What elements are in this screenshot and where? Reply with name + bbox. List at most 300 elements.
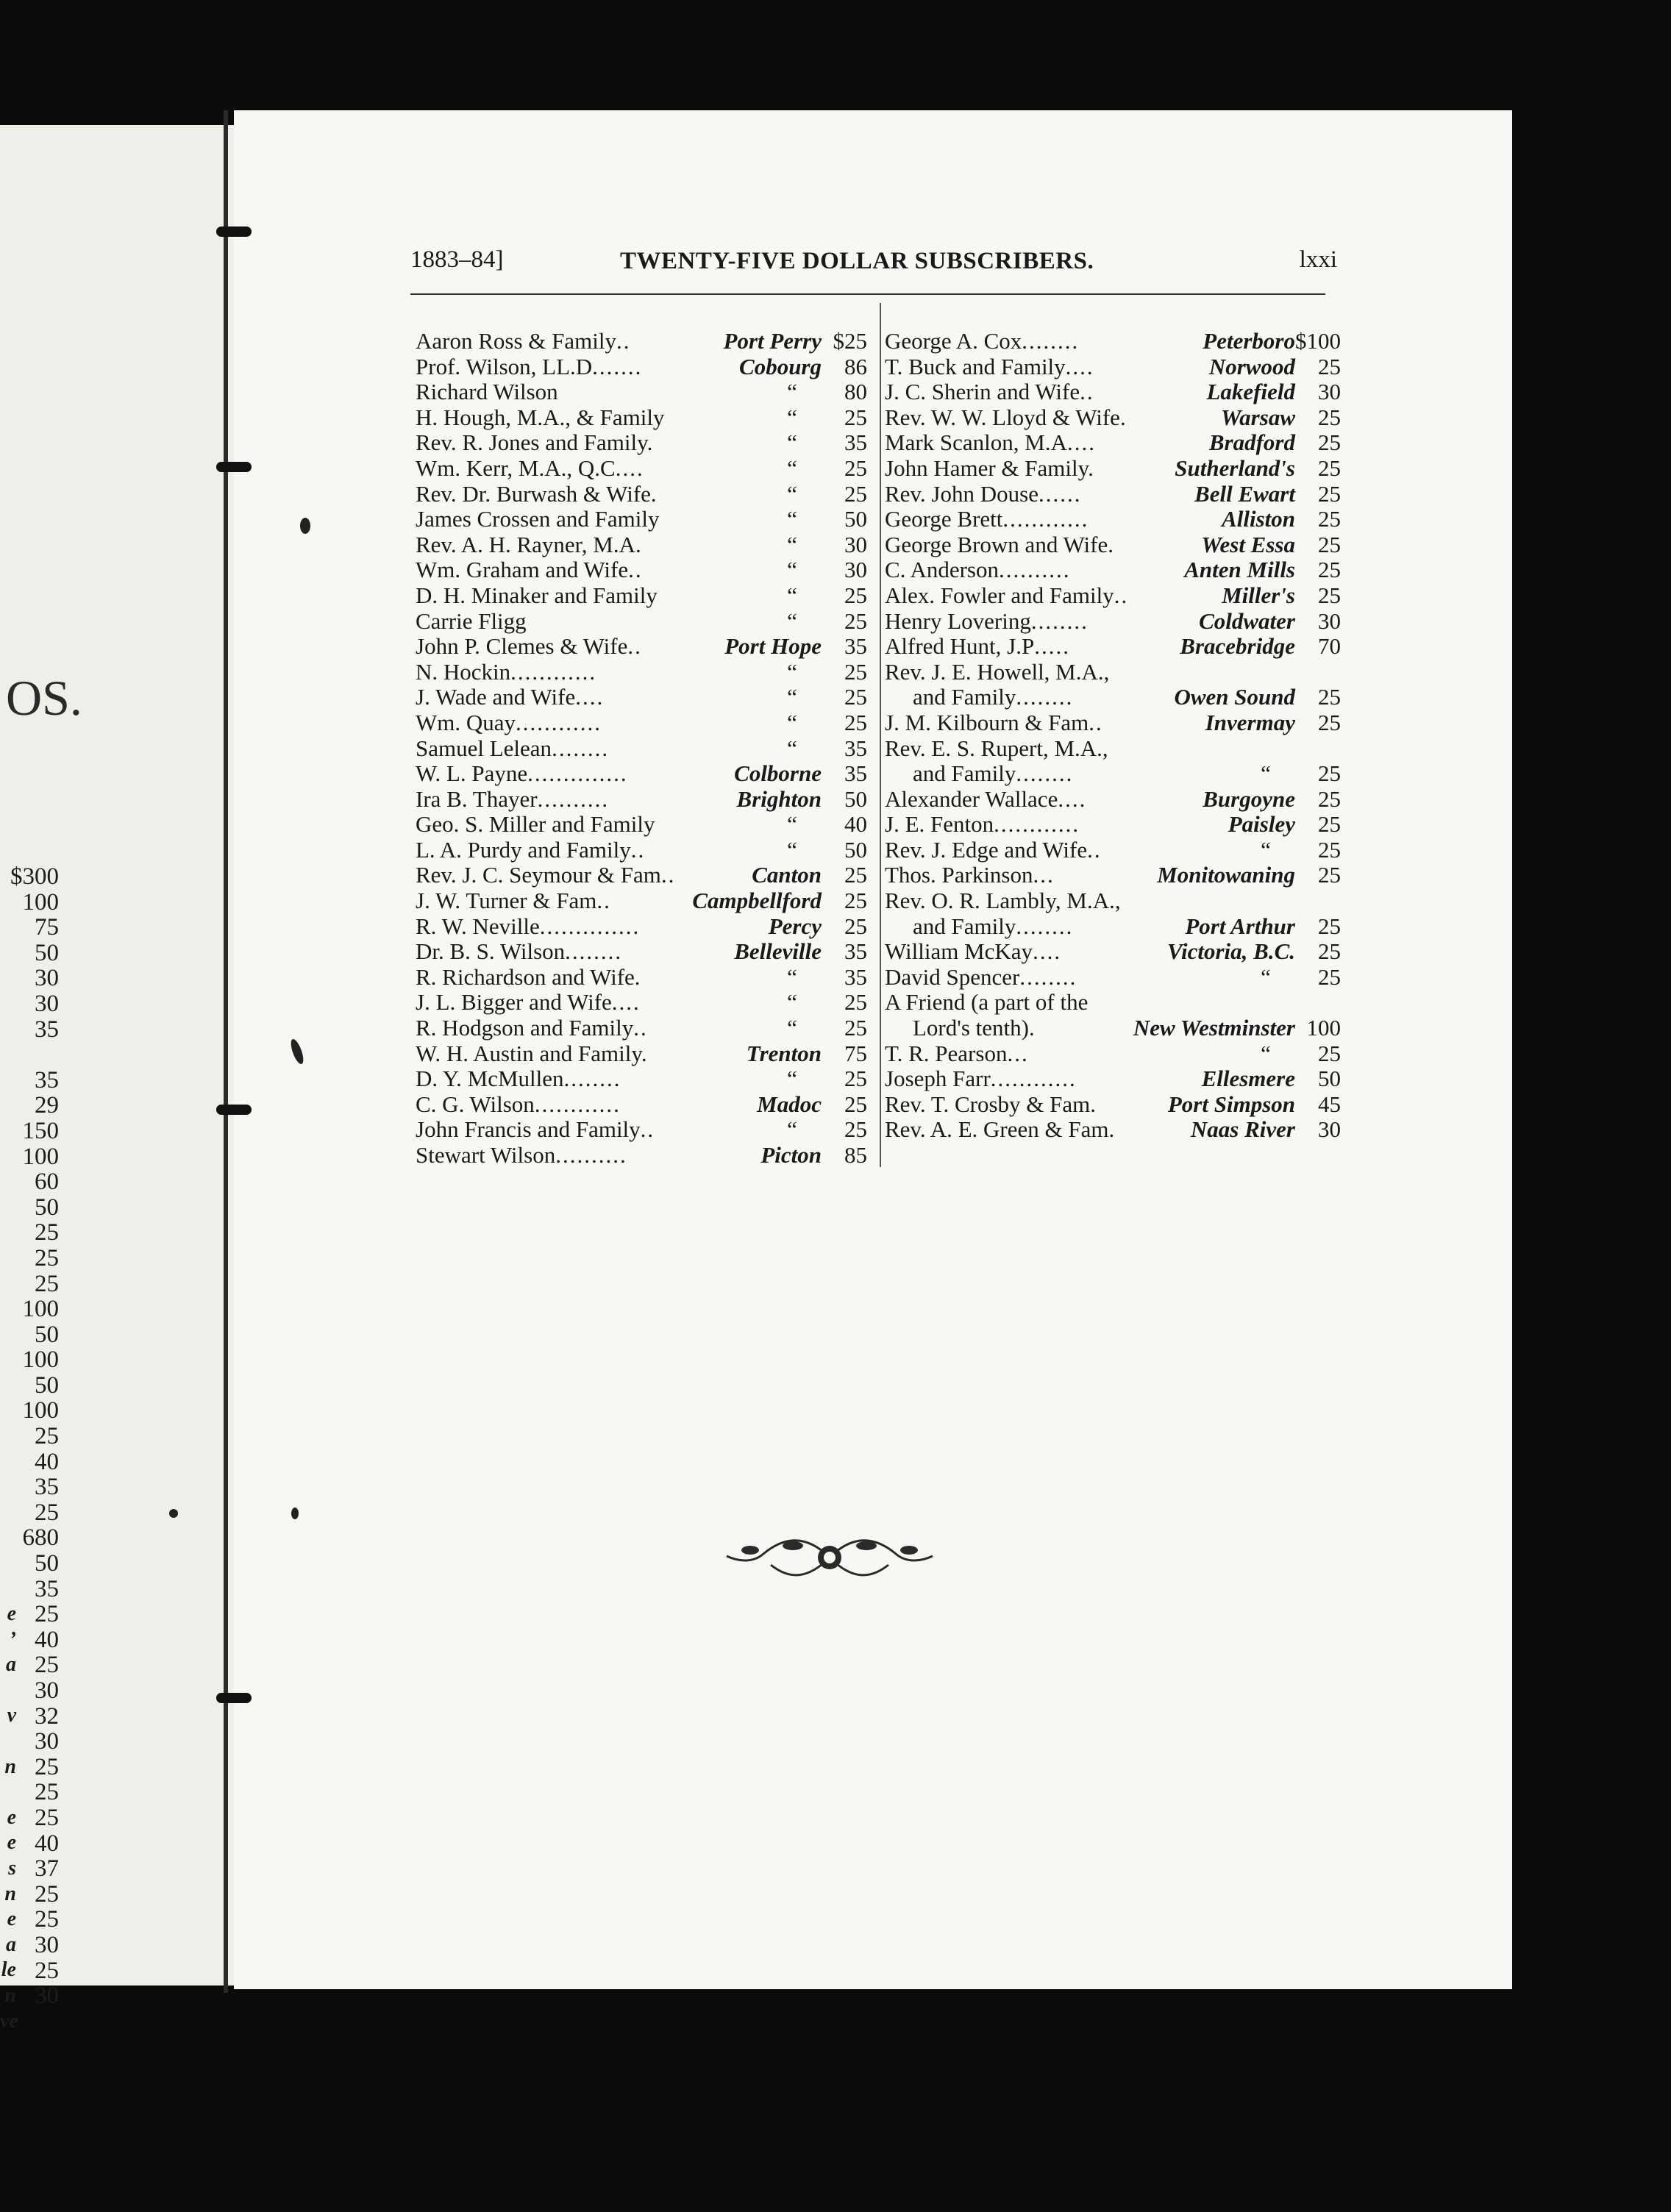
subscriber-name: John Francis and Family [416, 1116, 641, 1143]
previous-page-amount [0, 1042, 59, 1068]
subscription-amount: 25 [1318, 582, 1341, 608]
subscription-amount: 25 [1318, 506, 1341, 532]
subscriber-name: J. W. Turner & Fam [416, 888, 597, 914]
ditto-mark: “ [1261, 760, 1271, 787]
subscriber-place: Cobourg [739, 353, 822, 379]
subscriber-name: R. W. Neville [416, 913, 540, 939]
previous-page-place-ending: e [7, 1602, 16, 1625]
subscriber-name: and Family [913, 684, 1016, 710]
previous-page-place-ending: le [1, 1958, 16, 1982]
subscriber-entry [416, 684, 867, 710]
subscriber-name: Rev. E. S. Rupert, M.A., [885, 735, 1108, 761]
subscription-amount: 25 [844, 582, 867, 608]
leader-dots: ............ [990, 1066, 1077, 1092]
subscription-amount: $100 [1295, 328, 1341, 354]
subscriber-entry [416, 633, 867, 659]
subscriber-entry [885, 429, 1341, 455]
subscriber-name: W. H. Austin and Family. [416, 1040, 647, 1066]
ditto-mark: “ [787, 379, 797, 405]
subscriber-entry [416, 506, 867, 532]
previous-page-place-ending: n [4, 1983, 16, 2007]
subscriber-entry [416, 659, 867, 685]
subscriber-place: Port Hope [724, 633, 822, 660]
subscriber-place: Picton [760, 1142, 822, 1168]
subscriber-place: Naas River [1190, 1116, 1295, 1143]
previous-page-place-ending: e [7, 1831, 16, 1855]
previous-page-place-ending: e [7, 1805, 16, 1829]
subscriber-name: J. L. Bigger and Wife [416, 989, 612, 1016]
subscription-amount: 25 [1318, 938, 1341, 965]
subscriber-name: John P. Clemes & Wife [416, 633, 628, 660]
previous-page-place-ending: s [8, 1856, 16, 1880]
ditto-mark: “ [787, 709, 797, 735]
subscription-amount: 25 [844, 1066, 867, 1092]
subscriber-name: George A. Cox [885, 328, 1022, 354]
page-number: lxxi [1299, 246, 1337, 273]
previous-page-amount: 25 [35, 1219, 59, 1246]
subscriber-entry [885, 608, 1341, 634]
subscriber-name: John Hamer & Family. [885, 454, 1094, 481]
ditto-mark: “ [787, 811, 797, 838]
subscriber-name: and Family [913, 760, 1016, 787]
subscriber-place: Trenton [746, 1040, 822, 1066]
subscription-amount: 30 [844, 557, 867, 583]
subscriber-entry [885, 557, 1341, 582]
ditto-mark: “ [787, 557, 797, 583]
subscriber-place: West Essa [1201, 531, 1295, 557]
previous-page-place-ending: ve [0, 2009, 18, 2033]
previous-page-amount: 60 [35, 1169, 59, 1196]
previous-page-amount: 25 [35, 1601, 59, 1628]
previous-page-amount: 37 [35, 1855, 59, 1883]
subscription-amount: 75 [844, 1040, 867, 1066]
subscriber-entry [885, 811, 1341, 837]
subscriber-entry [885, 913, 1341, 939]
subscriber-entry [416, 328, 867, 354]
subscriber-entry [416, 1015, 867, 1041]
binding-spine [224, 110, 228, 1993]
leader-dots: ........ [1016, 760, 1074, 787]
leader-dots: .. [616, 328, 631, 354]
header-rule [410, 293, 1325, 295]
subscription-amount: $25 [833, 328, 867, 354]
leader-dots: .. [628, 557, 643, 583]
previous-page-place-ending: ’ [9, 1627, 16, 1651]
subscriber-entry [885, 506, 1341, 532]
subscriber-name: N. Hockin [416, 658, 511, 685]
previous-page-place-ending [0, 1780, 16, 1805]
subscriber-entry [416, 938, 867, 964]
subscriber-entry [885, 938, 1341, 964]
leader-dots: ... [1007, 1040, 1029, 1066]
previous-page-place-ending: v [7, 1704, 16, 1727]
subscriber-list-right [885, 328, 1341, 1142]
subscriber-entry [416, 837, 867, 863]
leader-dots: ........ [1022, 328, 1080, 354]
ditto-mark: “ [787, 607, 797, 634]
subscriber-entry [416, 913, 867, 939]
subscription-amount: 25 [844, 862, 867, 888]
subscriber-name: Rev. John Douse [885, 480, 1038, 507]
subscriber-name: Rev. Dr. Burwash & Wife. [416, 480, 657, 507]
subscription-amount: 25 [1318, 480, 1341, 507]
subscriber-entry [885, 404, 1341, 430]
subscriber-place: Colborne [734, 760, 822, 787]
subscriber-entry [885, 354, 1341, 379]
previous-page-amount: 100 [22, 1346, 59, 1374]
subscriber-name: D. H. Minaker and Family [416, 582, 658, 608]
subscriber-name: Wm. Graham and Wife [416, 557, 629, 583]
subscriber-name: C. G. Wilson [416, 1091, 535, 1117]
subscriber-place: Port Perry [723, 328, 822, 354]
subscription-amount: 100 [1306, 1015, 1341, 1041]
subscriber-place: Norwood [1208, 353, 1295, 379]
subscriber-place: Miller's [1222, 582, 1295, 608]
subscription-amount: 25 [844, 480, 867, 507]
subscriber-entry [885, 786, 1341, 812]
subscription-amount: 30 [1318, 607, 1341, 634]
previous-page-amount: 40 [35, 1830, 59, 1857]
subscription-amount: 25 [1318, 785, 1341, 812]
subscriber-entry [416, 888, 867, 913]
subscription-amount: 25 [1318, 404, 1341, 430]
leader-dots: .... [611, 989, 641, 1016]
ditto-mark: “ [787, 989, 797, 1016]
previous-page-amount: 25 [35, 1779, 59, 1806]
subscription-amount: 25 [1318, 1040, 1341, 1066]
previous-page-amount: 40 [35, 1626, 59, 1653]
previous-page-amount: 25 [35, 1244, 59, 1271]
leader-dots: ........ [1019, 963, 1077, 990]
previous-page-amount: 30 [35, 1931, 59, 1958]
previous-page-amount: 25 [35, 1957, 59, 1984]
subscription-amount: 25 [844, 913, 867, 939]
previous-page-amount: 25 [35, 1652, 59, 1679]
leader-dots: .. [1089, 709, 1103, 735]
previous-page-place-endings [0, 1602, 16, 2034]
subscriber-name: J. E. Fenton [885, 811, 994, 838]
subscriber-name: Richard Wilson [416, 379, 558, 405]
subscription-amount: 25 [844, 1116, 867, 1143]
leader-dots: .... [1058, 785, 1087, 812]
subscriber-entry [416, 379, 867, 404]
subscription-amount: 50 [844, 836, 867, 863]
leader-dots: .......... [999, 557, 1071, 583]
subscriber-entry [416, 608, 867, 634]
leader-dots: .... [575, 684, 605, 710]
subscription-amount: 25 [844, 684, 867, 710]
subscriber-name: Ira B. Thayer [416, 785, 538, 812]
subscriber-entry [885, 760, 1341, 786]
binding-stitch [216, 1105, 252, 1115]
subscriber-name: George Brown and Wife. [885, 531, 1114, 557]
subscription-amount: 86 [844, 353, 867, 379]
ink-speck [169, 1509, 178, 1518]
leader-dots: .......... [555, 1142, 627, 1168]
subscription-amount: 25 [1318, 811, 1341, 838]
previous-page-amount: 680 [22, 1524, 59, 1552]
leader-dots: ............ [534, 1091, 621, 1117]
subscriber-name: T. R. Pearson [885, 1040, 1008, 1066]
subscriber-entry [885, 888, 1341, 913]
subscriber-name: Alexander Wallace [885, 785, 1058, 812]
leader-dots: ........ [1016, 913, 1074, 939]
subscriber-name: David Spencer [885, 963, 1020, 990]
subscriber-place: Sutherland's [1175, 454, 1295, 481]
subscription-amount: 35 [844, 429, 867, 456]
subscription-amount: 25 [844, 454, 867, 481]
header-year: 1883–84] [410, 246, 504, 273]
previous-page-amount: 30 [35, 990, 59, 1017]
subscriber-entry [885, 379, 1341, 404]
subscription-amount: 25 [1318, 454, 1341, 481]
subscriber-name: Rev. A. H. Rayner, M.A. [416, 531, 641, 557]
leader-dots: ...... [1038, 480, 1082, 507]
subscriber-place: Victoria, B.C. [1167, 938, 1295, 965]
subscription-amount: 25 [1318, 531, 1341, 557]
previous-page-amount: 50 [35, 1194, 59, 1221]
previous-page-amount: 40 [35, 1448, 59, 1475]
subscription-amount: 50 [1318, 1066, 1341, 1092]
leader-dots: .... [1033, 938, 1062, 965]
subscriber-name: Rev. W. W. Lloyd & Wife. [885, 404, 1126, 430]
subscriber-name: Aaron Ross & Family [416, 328, 616, 354]
leader-dots: .. [1114, 582, 1129, 608]
previous-page-amount: 50 [35, 1321, 59, 1348]
binding-stitch [216, 1693, 252, 1703]
subscription-amount: 30 [844, 531, 867, 557]
subscriber-entry [416, 964, 867, 990]
previous-page-amount: 100 [22, 1143, 59, 1170]
subscriber-name: and Family [913, 913, 1016, 939]
subscriber-name: William McKay [885, 938, 1033, 965]
ink-speck [291, 1508, 299, 1519]
subscription-amount: 25 [1318, 353, 1341, 379]
leader-dots: ............ [1002, 506, 1089, 532]
subscription-amount: 35 [844, 735, 867, 761]
previous-page-amount: 50 [35, 1371, 59, 1399]
subscription-amount: 25 [1318, 862, 1341, 888]
subscriber-entry [416, 989, 867, 1015]
subscriber-place: Canton [752, 862, 822, 888]
subscriber-entry [885, 862, 1341, 888]
subscriber-entry [416, 735, 867, 761]
leader-dots: .. [640, 1116, 655, 1143]
subscription-amount: 50 [844, 506, 867, 532]
subscriber-place: Bracebridge [1180, 633, 1295, 660]
ditto-mark: “ [787, 429, 797, 456]
subscriber-name: R. Hodgson and Family [416, 1015, 634, 1041]
previous-page-amount: 35 [35, 1575, 59, 1602]
subscriber-entry [416, 354, 867, 379]
subscription-amount: 25 [1318, 963, 1341, 990]
subscriber-name: Joseph Farr [885, 1066, 991, 1092]
subscriber-name: Rev. J. C. Seymour & Fam [416, 862, 661, 888]
ditto-mark: “ [787, 658, 797, 685]
previous-page-amount: 100 [22, 1397, 59, 1424]
previous-page-amount: 75 [35, 914, 59, 941]
previous-page-amount: 100 [22, 1296, 59, 1323]
previous-page-amount: 25 [35, 1423, 59, 1450]
subscriber-entry [416, 557, 867, 582]
previous-page-amount: 30 [35, 1728, 59, 1755]
subscriber-entry [416, 404, 867, 430]
subscriber-name: Samuel Lelean [416, 735, 552, 761]
subscription-amount: 25 [1318, 557, 1341, 583]
subscriber-entry [416, 532, 867, 557]
subscriber-name: Alfred Hunt, J.P [885, 633, 1035, 660]
previous-page-amount: 29 [35, 1092, 59, 1119]
leader-dots: .. [1087, 836, 1102, 863]
subscriber-name: Rev. T. Crosby & Fam. [885, 1091, 1097, 1117]
running-header [410, 246, 1337, 283]
subscriber-name: James Crossen and Family [416, 506, 660, 532]
subscriber-name: Rev. R. Jones and Family. [416, 429, 653, 456]
subscriber-place: Monitowaning [1157, 862, 1295, 888]
leader-dots: ........ [1030, 607, 1089, 634]
subscriber-name: Rev. O. R. Lambly, M.A., [885, 888, 1121, 914]
subscriber-entry [416, 862, 867, 888]
previous-page-place-ending: n [4, 1882, 16, 1905]
subscription-amount: 45 [1318, 1091, 1341, 1117]
subscriber-place: Alliston [1222, 506, 1295, 532]
subscriber-entry [885, 964, 1341, 990]
leader-dots: ..... [1034, 633, 1070, 660]
subscriber-name: R. Richardson and Wife. [416, 963, 641, 990]
leader-dots: .. [633, 1015, 648, 1041]
binding-stitch [216, 226, 252, 237]
subscription-amount: 50 [844, 785, 867, 812]
previous-page-amount: 50 [35, 939, 59, 966]
subscriber-place: Brighton [736, 785, 822, 812]
previous-page-place-ending: e [7, 1908, 16, 1931]
subscription-amount: 35 [844, 760, 867, 787]
subscriber-name: C. Anderson [885, 557, 999, 583]
subscriber-name: J. Wade and Wife [416, 684, 576, 710]
subscription-amount: 25 [844, 607, 867, 634]
subscriber-name: Carrie Fligg [416, 607, 527, 634]
subscription-amount: 25 [844, 404, 867, 430]
subscriber-name: Henry Lovering [885, 607, 1031, 634]
subscriber-place: Port Simpson [1167, 1091, 1295, 1117]
leader-dots: .............. [539, 913, 641, 939]
subscriber-name: L. A. Purdy and Family [416, 836, 631, 863]
subscriber-name: George Brett [885, 506, 1003, 532]
subscriber-entry [416, 481, 867, 507]
ditto-mark: “ [787, 404, 797, 430]
subscriber-name: T. Buck and Family [885, 353, 1066, 379]
leader-dots: ........ [565, 938, 623, 965]
subscriber-place: Port Arthur [1185, 913, 1295, 939]
previous-page-amount: 35 [35, 1474, 59, 1501]
column-divider [880, 303, 881, 1167]
page-title: TWENTY-FIVE DOLLAR SUBSCRIBERS. [620, 248, 1094, 274]
ditto-mark: “ [787, 454, 797, 481]
subscriber-entry [416, 710, 867, 735]
subscription-amount: 25 [844, 709, 867, 735]
subscription-amount: 25 [844, 1091, 867, 1117]
subscriber-entry [416, 811, 867, 837]
previous-page-amount: 50 [35, 1550, 59, 1577]
subscriber-place: New Westminster [1133, 1015, 1295, 1041]
ditto-mark: “ [787, 836, 797, 863]
subscriber-entry [885, 659, 1341, 685]
subscription-amount: 25 [1318, 684, 1341, 710]
subscriber-entry [416, 1041, 867, 1066]
previous-page-place-ending [0, 1678, 16, 1704]
subscription-amount: 80 [844, 379, 867, 405]
subscriber-entry [885, 1066, 1341, 1091]
previous-page-amount: 30 [35, 1983, 59, 2010]
subscriber-place: Belleville [734, 938, 822, 965]
ditto-mark: “ [787, 480, 797, 507]
subscriber-name: W. L. Payne [416, 760, 528, 787]
leader-dots: ........ [1016, 684, 1074, 710]
subscriber-place: Invermay [1205, 709, 1295, 735]
subscriber-place: Bradford [1208, 429, 1295, 456]
subscriber-entry [416, 760, 867, 786]
subscriber-entry [885, 1015, 1341, 1041]
subscriber-entry [885, 532, 1341, 557]
ditto-mark: “ [1261, 836, 1271, 863]
subscription-amount: 35 [844, 633, 867, 660]
subscriber-place: Ellesmere [1201, 1066, 1295, 1092]
subscription-amount: 25 [1318, 836, 1341, 863]
subscriber-name: Dr. B. S. Wilson [416, 938, 566, 965]
subscriber-place: Madoc [757, 1091, 822, 1117]
subscriber-entry [885, 1041, 1341, 1066]
subscriber-place: Campbellford [692, 888, 822, 914]
subscriber-name: J. C. Sherin and Wife [885, 379, 1080, 405]
leader-dots: .......... [537, 785, 610, 812]
ditto-mark: “ [787, 684, 797, 710]
ditto-mark: “ [787, 531, 797, 557]
previous-page-place-ending: a [6, 1653, 16, 1677]
subscriber-place: Anten Mills [1184, 557, 1295, 583]
subscriber-name: Mark Scanlon, M.A [885, 429, 1067, 456]
previous-page-amount: 30 [35, 965, 59, 992]
ditto-mark: “ [1261, 1040, 1271, 1066]
subscription-amount: 35 [844, 938, 867, 965]
decorative-ornament-icon [719, 1528, 940, 1587]
previous-page-place-ending: a [6, 1933, 16, 1956]
subscriber-entry [885, 328, 1341, 354]
subscriber-entry [885, 989, 1341, 1015]
leader-dots: .... [1065, 353, 1094, 379]
partial-heading: OS. [6, 670, 82, 726]
subscriber-name: Alex. Fowler and Family [885, 582, 1114, 608]
ditto-mark: “ [1261, 963, 1271, 990]
ink-speck [300, 518, 310, 534]
subscriber-name: Stewart Wilson [416, 1142, 556, 1168]
subscriber-place: Warsaw [1220, 404, 1295, 430]
subscriber-entry [885, 582, 1341, 608]
previous-page-amount: 25 [35, 1906, 59, 1933]
subscriber-name: Geo. S. Miller and Family [416, 811, 655, 838]
subscriber-entry [416, 1116, 867, 1142]
subscriber-entry [885, 837, 1341, 863]
binding-stitch [216, 462, 252, 472]
subscription-amount: 40 [844, 811, 867, 838]
subscriber-entry [885, 710, 1341, 735]
leader-dots: .............. [527, 760, 628, 787]
subscriber-place: Burgoyne [1203, 785, 1295, 812]
leader-dots: ....... [592, 353, 643, 379]
leader-dots: .. [660, 862, 676, 888]
ditto-mark: “ [787, 1066, 797, 1092]
previous-page-amount: 35 [35, 1016, 59, 1043]
subscription-amount: 25 [844, 658, 867, 685]
